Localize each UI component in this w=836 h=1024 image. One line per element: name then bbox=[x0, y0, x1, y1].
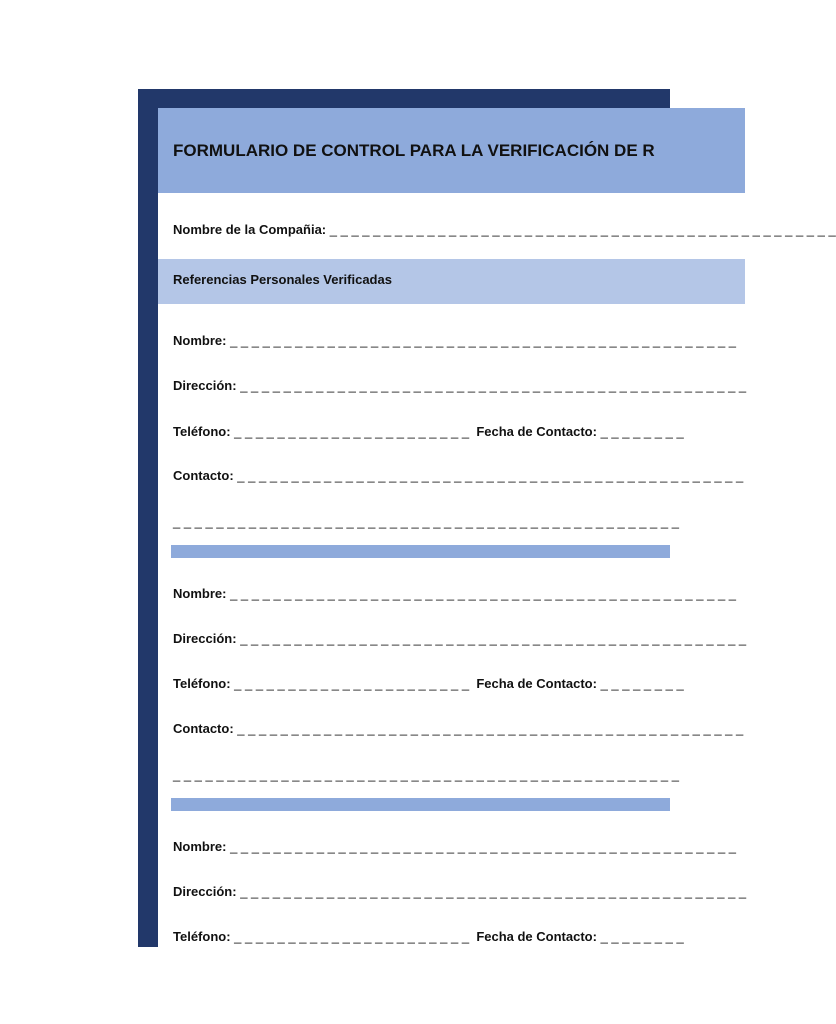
ref1-name-field[interactable] bbox=[173, 333, 737, 351]
company-fill-line: _ _ _ _ _ _ _ _ _ _ _ _ _ _ _ _ _ _ _ _ _ _ _ _ _ _ _ _ _ _ _ _ _ _ _ _ _ _ _ _ _ _ _ _ _ _ _ bbox=[329, 222, 836, 237]
name-label: Nombre: bbox=[173, 333, 227, 348]
address-label: Dirección: bbox=[173, 884, 237, 899]
contact-fill-line: _ _ _ _ _ _ _ _ _ _ _ _ _ _ _ _ _ _ _ _ _ _ _ _ _ _ _ _ _ _ _ _ _ _ _ _ _ _ _ _ _ _ _ _ _ _ _ bbox=[237, 721, 744, 736]
name-fill-line: _ _ _ _ _ _ _ _ _ _ _ _ _ _ _ _ _ _ _ _ _ _ _ _ _ _ _ _ _ _ _ _ _ _ _ _ _ _ _ _ _ _ _ _ _ _ _ bbox=[230, 839, 737, 854]
form-title: FORMULARIO DE CONTROL PARA LA VERIFICACIÓN DE R bbox=[173, 141, 655, 160]
name-fill-line: _ _ _ _ _ _ _ _ _ _ _ _ _ _ _ _ _ _ _ _ _ _ _ _ _ _ _ _ _ _ _ _ _ _ _ _ _ _ _ _ _ _ _ _ _ _ _ bbox=[230, 333, 737, 348]
name-label: Nombre: bbox=[173, 839, 227, 854]
contact-date-label: Fecha de Contacto: bbox=[476, 929, 597, 944]
contact-date-fill-line[interactable]: _ _ _ _ _ _ _ _ bbox=[600, 929, 684, 944]
phone-label: Teléfono: bbox=[173, 424, 231, 439]
ref1-contact-field[interactable] bbox=[173, 468, 744, 486]
address-label: Dirección: bbox=[173, 378, 237, 393]
ref3-address-field[interactable] bbox=[173, 884, 747, 902]
contact-date-label: Fecha de Contacto: bbox=[476, 676, 597, 691]
contact-fill-line: _ _ _ _ _ _ _ _ _ _ _ _ _ _ _ _ _ _ _ _ _ _ _ _ _ _ _ _ _ _ _ _ _ _ _ _ _ _ _ _ _ _ _ _ _ _ _ bbox=[237, 468, 744, 483]
ref2-phone-date-row bbox=[173, 676, 684, 694]
address-fill-line: _ _ _ _ _ _ _ _ _ _ _ _ _ _ _ _ _ _ _ _ _ _ _ _ _ _ _ _ _ _ _ _ _ _ _ _ _ _ _ _ _ _ _ _ _ _ _ bbox=[240, 378, 747, 393]
contact-date-fill-line[interactable]: _ _ _ _ _ _ _ _ bbox=[600, 424, 684, 439]
name-label: Nombre: bbox=[173, 586, 227, 601]
ref2-contact-field[interactable] bbox=[173, 721, 744, 739]
section-title: Referencias Personales Verificadas bbox=[173, 272, 392, 287]
ref2-name-field[interactable] bbox=[173, 586, 737, 604]
extra-fill-line: _ _ _ _ _ _ _ _ _ _ _ _ _ _ _ _ _ _ _ _ _ _ _ _ _ _ _ _ _ _ _ _ _ _ _ _ _ _ _ _ _ _ _ _ _ _ _ bbox=[173, 767, 679, 782]
address-fill-line: _ _ _ _ _ _ _ _ _ _ _ _ _ _ _ _ _ _ _ _ _ _ _ _ _ _ _ _ _ _ _ _ _ _ _ _ _ _ _ _ _ _ _ _ _ _ _ bbox=[240, 884, 747, 899]
phone-fill-line[interactable]: _ _ _ _ _ _ _ _ _ _ _ _ _ _ _ _ _ _ _ _ _ _ bbox=[234, 424, 470, 439]
phone-label: Teléfono: bbox=[173, 929, 231, 944]
contact-date-label: Fecha de Contacto: bbox=[476, 424, 597, 439]
top-accent-bar bbox=[138, 89, 670, 109]
left-accent-bar bbox=[138, 89, 158, 947]
extra-fill-line: _ _ _ _ _ _ _ _ _ _ _ _ _ _ _ _ _ _ _ _ _ _ _ _ _ _ _ _ _ _ _ _ _ _ _ _ _ _ _ _ _ _ _ _ _ _ _ bbox=[173, 514, 679, 529]
section-separator bbox=[171, 798, 670, 811]
contact-date-fill-line[interactable]: _ _ _ _ _ _ _ _ bbox=[600, 676, 684, 691]
phone-fill-line[interactable]: _ _ _ _ _ _ _ _ _ _ _ _ _ _ _ _ _ _ _ _ _ _ bbox=[234, 676, 470, 691]
ref2-extra-line[interactable] bbox=[173, 767, 679, 785]
phone-fill-line[interactable]: _ _ _ _ _ _ _ _ _ _ _ _ _ _ _ _ _ _ _ _ _ _ bbox=[234, 929, 470, 944]
ref3-name-field[interactable] bbox=[173, 839, 737, 857]
address-fill-line: _ _ _ _ _ _ _ _ _ _ _ _ _ _ _ _ _ _ _ _ _ _ _ _ _ _ _ _ _ _ _ _ _ _ _ _ _ _ _ _ _ _ _ _ _ _ _ bbox=[240, 631, 747, 646]
ref2-address-field[interactable] bbox=[173, 631, 747, 649]
ref3-phone-date-row bbox=[173, 929, 684, 947]
ref1-address-field[interactable] bbox=[173, 378, 747, 396]
company-field[interactable] bbox=[173, 222, 836, 240]
phone-label: Teléfono: bbox=[173, 676, 231, 691]
company-label: Nombre de la Compañia: bbox=[173, 222, 327, 237]
contact-label: Contacto: bbox=[173, 721, 234, 736]
ref1-extra-line[interactable] bbox=[173, 514, 679, 532]
address-label: Dirección: bbox=[173, 631, 237, 646]
section-separator bbox=[171, 545, 670, 558]
name-fill-line: _ _ _ _ _ _ _ _ _ _ _ _ _ _ _ _ _ _ _ _ _ _ _ _ _ _ _ _ _ _ _ _ _ _ _ _ _ _ _ _ _ _ _ _ _ _ _ bbox=[230, 586, 737, 601]
ref1-phone-date-row bbox=[173, 424, 684, 442]
contact-label: Contacto: bbox=[173, 468, 234, 483]
